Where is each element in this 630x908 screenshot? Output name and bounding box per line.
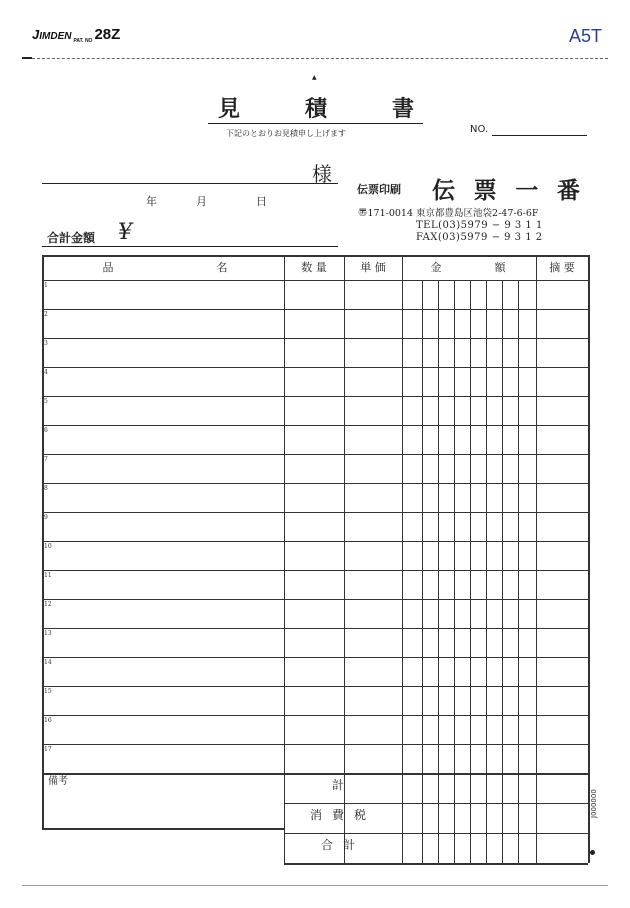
grand-total-label: 合計 [320, 838, 365, 852]
page-title [218, 92, 414, 123]
row-number: 7 [44, 456, 48, 463]
number-field[interactable] [492, 135, 587, 136]
row-divider [42, 367, 588, 368]
issuer-char: 番 [556, 178, 580, 204]
row-number: 5 [44, 398, 48, 405]
brand-logo [32, 26, 120, 44]
footer-bottom-border [284, 863, 588, 865]
col-divider-remarks [536, 255, 537, 863]
bottom-edge [22, 885, 608, 886]
yen-symbol: ¥ [118, 220, 132, 245]
col-divider-amount [402, 255, 403, 863]
customer-name-field[interactable] [42, 183, 338, 184]
row-divider [42, 425, 588, 426]
row-number: 13 [44, 630, 52, 637]
issuer-char: 票 [473, 178, 497, 204]
row-number: 10 [44, 543, 52, 550]
row-divider [42, 338, 588, 339]
header-unit-price: 単 価 [360, 261, 386, 274]
title-underline [208, 123, 423, 124]
col-divider-quantity [284, 255, 285, 863]
total-amount-label: 合計金額 [47, 231, 96, 245]
row-divider [42, 599, 588, 600]
table-right-border [588, 255, 590, 863]
patent-no: PAT. NO [73, 38, 93, 44]
row-number: 16 [44, 717, 52, 724]
date-month: 月 [196, 195, 207, 208]
col-divider-price [344, 255, 345, 863]
row-number: 9 [44, 514, 48, 521]
row-number: 11 [44, 572, 52, 579]
header-bottom-border [42, 280, 588, 281]
row-number: 17 [44, 746, 52, 753]
row-number: 8 [44, 485, 48, 492]
issuer-address: 〠171-0014 東京都豊島区池袋2-47-6-6F [358, 208, 539, 219]
row-number: 12 [44, 601, 52, 608]
perforation-line [22, 58, 608, 59]
header-amount-b: 額 [494, 261, 506, 274]
remarks-label: 備考 [48, 776, 68, 787]
row-number: 2 [44, 311, 48, 318]
header-item-a: 品 [102, 261, 114, 274]
row-divider [42, 715, 588, 716]
row-divider [42, 483, 588, 484]
header-item-b: 名 [216, 261, 228, 274]
row-divider [42, 512, 588, 513]
row-divider [42, 570, 588, 571]
header-quantity: 数 量 [301, 261, 327, 274]
row-number: 14 [44, 659, 52, 666]
date-day: 日 [256, 195, 267, 208]
perforation-tick [22, 57, 32, 59]
row-divider [42, 628, 588, 629]
total-amount-field[interactable] [42, 246, 338, 247]
title-char: 見 [218, 97, 241, 122]
footer-row-divider [284, 833, 588, 834]
header-amount-a: 金 [430, 261, 442, 274]
row-number: 1 [44, 282, 48, 289]
side-code: J000000 [590, 789, 598, 818]
row-number: 3 [44, 340, 48, 347]
row-divider [42, 686, 588, 687]
issuer-name [432, 172, 580, 205]
issuer-char: 伝 [432, 178, 455, 204]
issuer-char: 一 [515, 178, 539, 204]
header-remarks: 摘 要 [549, 261, 575, 274]
model-code: 28Z [94, 26, 121, 43]
row-divider [42, 657, 588, 658]
issuer-label: 伝票印刷 [357, 183, 401, 196]
row-divider [42, 744, 588, 745]
row-number: 4 [44, 369, 48, 376]
product-code: A5T [568, 26, 602, 46]
body-bottom-border [42, 773, 588, 775]
title-char: 積 [304, 97, 327, 122]
center-mark: ▲ [312, 74, 317, 81]
issuer-tel: TEL(03)5979 − 9 3 1 1 [416, 220, 543, 231]
date-year: 年 [146, 195, 157, 208]
row-divider [42, 309, 588, 310]
row-divider [42, 454, 588, 455]
row-number: 6 [44, 427, 48, 434]
subtotal-label: 計 [331, 778, 354, 792]
brand-mark: J [32, 27, 40, 42]
tax-label: 消費税 [309, 808, 376, 822]
issuer-fax: FAX(03)5979 − 9 3 1 2 [416, 232, 543, 243]
number-label: NO. [470, 124, 489, 135]
footer-row-divider [284, 803, 588, 804]
honorific: 様 [312, 162, 332, 186]
title-char: 書 [391, 97, 414, 122]
side-dot [590, 850, 595, 855]
remarks-bottom-border [42, 828, 284, 830]
brand-name: IMDEN [39, 31, 72, 42]
subtitle: 下記のとおりお見積申し上げます [226, 129, 346, 138]
row-divider [42, 541, 588, 542]
row-divider [42, 396, 588, 397]
row-number: 15 [44, 688, 52, 695]
